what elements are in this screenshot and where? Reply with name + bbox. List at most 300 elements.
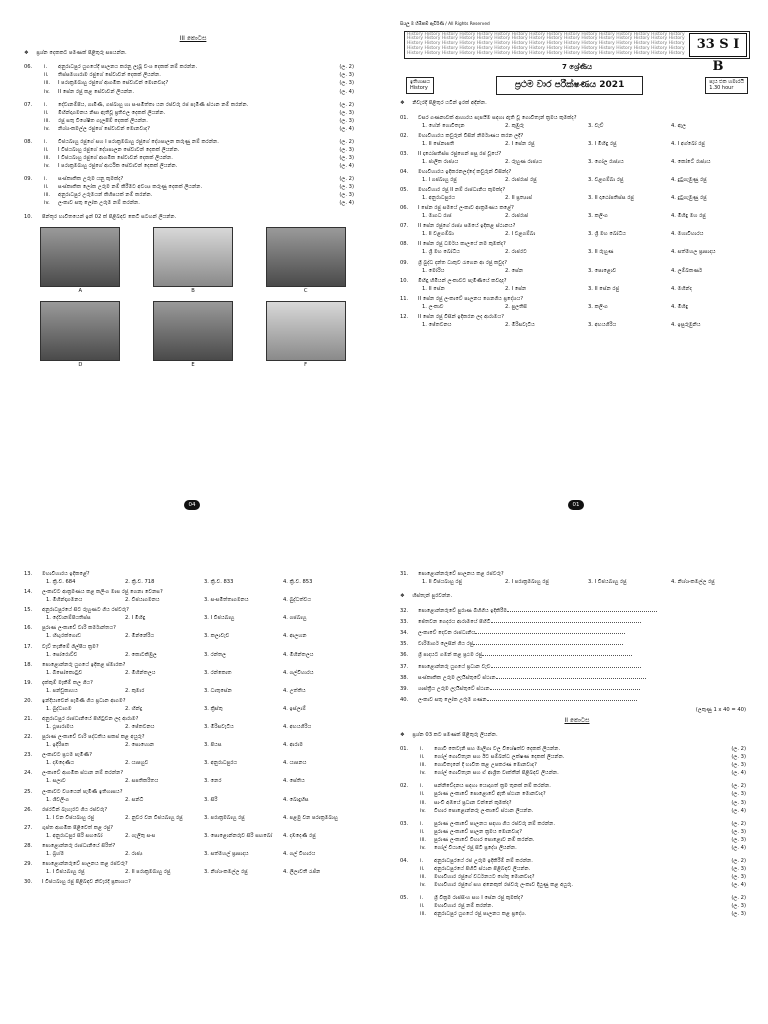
options — [24, 632, 362, 640]
question-number: 25. — [24, 788, 33, 795]
option: 3. II දාඨෝපතිස්ස රජු — [588, 195, 634, 202]
options — [24, 796, 362, 804]
sub-question — [400, 857, 754, 865]
options — [400, 122, 754, 130]
question-number: 04. — [400, 168, 409, 175]
option: 1. ක්‍රි.ව. 684 — [46, 579, 76, 586]
option: 1. බුද්ධාගම — [46, 705, 72, 712]
question-number: 07. — [24, 101, 33, 108]
option: 1. මිහින්දාගමනය — [46, 597, 83, 604]
question-number: 09. — [24, 176, 33, 183]
option: 4. මිහිඳු මහ රජු — [671, 213, 706, 220]
mcq-question — [400, 222, 754, 238]
page-01 — [384, 0, 768, 512]
sub-question — [400, 844, 754, 852]
question-block — [400, 857, 754, 889]
question-block — [400, 782, 754, 814]
fill-question — [400, 639, 754, 648]
options — [400, 158, 754, 166]
sub-question — [400, 745, 754, 753]
roman-numeral: i. — [44, 64, 48, 71]
options — [400, 230, 754, 238]
option: 1. හිඟුරක්ගොඩ — [46, 633, 82, 640]
option: 3. ශ්‍රී මහ බෝධිය — [588, 231, 626, 238]
question-text: දැක්කුම් මැකීම් කල ගිය? — [42, 679, 93, 686]
question-text: II සේන රජු ලංකාවේ පාලනය ගෙනගිය ප්‍රදේශය? — [418, 295, 524, 302]
question-text: II දාඨෝපතිස්ස රජුගෙන් පසු රජ වූයේ? — [418, 150, 502, 157]
sub-question — [24, 117, 362, 125]
marks: (ල. 3) — [731, 791, 746, 798]
question-number: 35. — [400, 641, 409, 648]
question-text: ලංකාවට වශයෙන් පැමිණි ඉතිහාසය? — [42, 788, 123, 795]
sigiriya-rock-image — [266, 227, 346, 287]
question-text: වසර ගණනාවක් ආහාරය සැපයීම සඳහා ඇති වූ ගොවිතැන් ක්‍රමය කුමක්ද? — [418, 114, 577, 121]
image-b: B — [153, 227, 233, 295]
option: 1. I ගජබාහු රජු — [422, 176, 457, 183]
question-text: I විජයබාහු රජු පිළිබඳව නිවැරදි ප්‍රකාශය? — [42, 879, 131, 886]
option: 4. නිශ්ශංකමල්ල රජු — [671, 579, 715, 586]
option: 4. ලම්බකර්ණ — [671, 267, 703, 274]
question-text: ජේතවන ගෙදරය ආරාමයේ පිහිටි — [418, 619, 491, 626]
option: 2. II ප්‍රත්‍යාස් — [505, 195, 533, 202]
mcq-question — [400, 114, 754, 130]
option: 4. ගල්විහාරය — [283, 669, 314, 676]
marks: (ල. 3) — [731, 874, 746, 881]
option: 1. අනුරාධපුරය — [422, 195, 456, 202]
option: 2. කොටකිඹුල — [125, 651, 157, 658]
options — [24, 832, 362, 840]
option: 3. සංඝමිත්තාගමනය — [204, 597, 249, 604]
sub-question-text: පුරාණ ලංකාවේ පොළොවේ ඇති ස්ථාන මොනවාද? — [434, 791, 546, 798]
sub-question — [24, 183, 362, 191]
roman-numeral: iii. — [420, 874, 426, 881]
sub-question-text: සන්නිවේදනය සඳහා යොදාගත් ක්‍රම තුනක් නම් කරන්න. — [434, 783, 551, 790]
option: 2. මිරිසවැටිය — [505, 321, 535, 328]
sub-question-text: පුරාණ ලංකාවේ පාලන ක්‍රමය මොනවාද? — [434, 828, 522, 835]
question-text: II සේන රජුගේ රාජ්‍ය සමයේ ඉදිකළ ස්ථානය? — [418, 223, 516, 230]
question-text: ලංකාවේ දෙවන රාජධානිය — [418, 630, 476, 637]
sub-question-text: ගෝල් ගොවිතැන සහ ඊට සම්බන්ධ ලක්ෂණ දෙකක් ලියන්න. — [434, 754, 565, 761]
question-text: II සේන රජු විසින් ඉදිකරන ලද ආරාමය? — [418, 313, 504, 320]
sub-question — [400, 782, 754, 790]
option: 3. I මිහිඳු රජු — [588, 140, 617, 147]
sub-question — [400, 910, 754, 918]
sub-question-text: සාංචි අඹයේ ප්‍රධාන වන්නේ කුමක්ද? — [434, 799, 512, 806]
option: 4. සේතිය — [283, 778, 305, 785]
sub-question-text: ගෝල් වියාලේ රජු සිටි ප්‍රදේශ ලියන්න. — [434, 844, 517, 851]
roman-numeral: ii. — [44, 72, 49, 79]
question-text: පොළොන්නරු යුගයේ ප්‍රධාන වැව — [418, 663, 491, 670]
fill-question — [400, 684, 754, 693]
image-row-2 — [24, 301, 362, 369]
option: 3. නෙර — [204, 778, 222, 785]
question-text: රජරටින් බැහැරට ගිය රජවරු? — [42, 806, 108, 813]
question-block — [400, 820, 754, 852]
sub-question — [400, 799, 754, 807]
option: 1. II සේනාපති — [422, 140, 455, 147]
option: 1. දඹදෙණිය — [46, 760, 75, 767]
option: 1. I විජයබාහු රජු — [46, 869, 85, 876]
question-number: 02. — [400, 132, 409, 139]
sub-question-text: අනුරාධපුර යුගයේදී පාලනය කරනු ලැබූ වංශ දෙකක් නම් කරන්න. — [58, 64, 198, 71]
option: 1. පන්ඩුකාභය — [46, 687, 78, 694]
mcq-question — [24, 606, 362, 622]
time-box: පැය එක හමාරයි 1.30 hour — [705, 77, 748, 94]
question-number: 11. — [400, 295, 409, 302]
part2-title: II කොටස — [564, 716, 590, 724]
roman-numeral: ii. — [44, 109, 49, 116]
question-number: 18. — [24, 661, 33, 668]
roman-numeral: iv. — [420, 770, 426, 777]
question-text: පුරාණ ලංකාවේ වාරි පද්ධතිය සකස් කළ අයුරු? — [42, 734, 145, 741]
stupa-image — [266, 301, 346, 361]
sub-question — [24, 162, 362, 170]
mcq-question — [400, 313, 754, 329]
mcq-question — [400, 240, 754, 256]
marks: (ල. 2) — [339, 64, 354, 71]
roman-numeral: iv. — [44, 200, 50, 207]
question-number: 32. — [400, 608, 409, 615]
part2-questions — [400, 745, 754, 918]
roman-numeral: ii. — [420, 754, 425, 761]
answer-blank — [473, 639, 623, 645]
exam-title: ප්‍රථම වාර පරීක්ෂණය 2021 — [496, 76, 643, 96]
question-number: 24. — [24, 770, 33, 777]
roman-numeral: i. — [420, 783, 424, 790]
fill-question — [400, 662, 754, 671]
question-block — [24, 138, 362, 170]
option: 2. සන්ධි — [125, 796, 144, 803]
mcq-question — [400, 295, 754, 311]
sub-question-text: මිහින්දාගමනය නිසා ඇතිවූ ප්‍රතිඵල දෙකක් ලියන්න. — [58, 109, 166, 116]
buddha-statue-image — [40, 227, 120, 287]
sub-question-text: විජයබාහු රජුගේ සහ I පරාක්‍රමබාහු රජුගේ දේශපාලන කරුණු නම් කරන්න. — [58, 138, 219, 145]
sub-question-text: ගෝල් ගොවිතැන සහ ඒ ආශ්‍රිත වෘත්තීන් පිළිබඳව ලියන්න. — [434, 770, 559, 777]
options — [24, 596, 362, 604]
sub-question — [400, 761, 754, 769]
part3-instructions: ❖ ප්‍රශ්න දෙකකට පමණක් පිළිතුරු සපයන්න. — [24, 50, 127, 57]
sub-question-text: I පරාක්‍රමබාහු රජුගේ ආර්ථික සේවාවන් දෙකක් ලියන්න. — [58, 163, 178, 170]
page-number: 04 — [184, 500, 200, 510]
fill-in-questions — [400, 606, 754, 704]
sub-question-text: අනුරාධපුර යුගයේ රජු පාලනය කළ ප්‍රදේශ. — [434, 911, 527, 918]
option: 4. බුද්ධත්වය — [283, 597, 312, 604]
page-gap — [0, 512, 768, 562]
mcq-question — [24, 769, 362, 785]
option: 4. කෝටේ රාජ්‍යය — [671, 158, 711, 165]
sub-question — [400, 902, 754, 910]
question-text: ශාස්ත්‍රීය උරුම ලැයිස්තුවේ ස්ථාන — [418, 685, 490, 692]
diamond-icon: ❖ — [400, 593, 405, 600]
option: 3. පොළොන්නරුව සිරි සඟබෝ — [204, 832, 273, 839]
question-number: 15. — [24, 607, 33, 614]
option: 4. උත්තිය — [283, 687, 306, 694]
fill-question — [400, 650, 754, 659]
marks: (ල. 2) — [731, 857, 746, 864]
marks: (ල. 2) — [731, 895, 746, 902]
question-text: මහාවිහාර රජු II නම් රාජධානිය කුමක්ද? — [418, 187, 506, 193]
question-number: 06. — [400, 205, 409, 212]
option: 3. ධාතුසේන — [204, 687, 232, 694]
sub-question-text: ගොවිතැනේ දී භාවිත කළ උපකරණ මොනවාද? — [434, 762, 537, 769]
option: 2. මින්නේරිය — [125, 633, 155, 640]
marks: (ල. 3) — [731, 865, 746, 872]
option: 1. හේන් ගොවිතැන — [422, 122, 465, 129]
sub-question — [400, 828, 754, 836]
answer-blank — [491, 662, 641, 668]
page-02 — [0, 562, 384, 1024]
options — [24, 614, 362, 622]
option: 1. II වළගම්බා — [422, 231, 454, 238]
option: 2. I සේන — [505, 285, 527, 292]
option: 3. කලිංග — [588, 303, 608, 310]
roman-numeral: iii. — [44, 154, 50, 161]
option: 4. බොදුහිස — [283, 796, 309, 803]
option: 2. සේන — [505, 267, 524, 274]
sub-question — [24, 154, 362, 162]
question-text: ඉන්දියාවෙන් පැමිණි ගිය ප්‍රධාන ආගම? — [42, 697, 126, 704]
sub-question-text: නිශ්ශංකමල්ල රජුගේ සේවාවන් මොනවාද? — [58, 125, 150, 132]
option: 4. පළමු වන පරාක්‍රමබාහු — [283, 814, 338, 821]
sub-question — [400, 820, 754, 828]
image-c: C — [266, 227, 346, 295]
sub-question-text: පුරාණ ලංකාවේ පාලනය සඳහා ගිය රජවරු නම් කරන්න. — [434, 820, 555, 827]
question-number: 08. — [400, 241, 409, 248]
exam-title-bar — [406, 76, 748, 96]
marks: (ල. 3) — [339, 117, 354, 124]
question-number: 34. — [400, 630, 409, 637]
sub-question-text: මහාවිහාර රජුගේ වර්ධනයට හේතු මොනවාද? — [434, 874, 535, 881]
sub-question — [24, 175, 362, 183]
option: 4. ආරාම — [283, 742, 303, 749]
answer-blank — [490, 684, 640, 690]
question-number: 08. — [24, 138, 33, 145]
option: 3. ක්‍රිස්තු — [204, 705, 223, 712]
fill-question — [400, 617, 754, 626]
roman-numeral: ii. — [44, 146, 49, 153]
question-text: ලංකාව සතු ලෝක උරුම ගණන — [418, 696, 487, 703]
question-number: 36. — [400, 652, 409, 659]
question-number: 03. — [400, 150, 409, 157]
marks: (ල. 4) — [731, 770, 746, 777]
roman-numeral: i. — [420, 857, 424, 864]
option: 1. මෝරිය — [422, 267, 445, 274]
option: 3. ගෝල රාජ්‍යය — [588, 158, 624, 165]
sub-question — [24, 109, 362, 117]
subject-box: ඉතිහාසය History — [406, 77, 434, 94]
option: 3. I විජයබාහු — [204, 615, 235, 622]
question-number: 02. — [400, 783, 409, 790]
option: 1. අනුරාධපුර සිරි සඟබෝ — [46, 832, 103, 839]
option: 4. ගජබාහු — [283, 615, 307, 622]
option: 3. ක්‍රි.ව. 833 — [204, 579, 234, 586]
option: 4. ක්‍රි.ව. 853 — [283, 579, 313, 586]
option: 1. බ්‍රහ්ම — [46, 850, 65, 857]
options — [24, 723, 362, 731]
roman-numeral: ii. — [44, 184, 49, 191]
option: 3. සිරි — [204, 796, 218, 803]
option: 1. ශ්‍රී මහ බෝධිය — [422, 249, 460, 256]
sub-question-text: සංස්කෘතික ලෝක උරුම නම් කිරීමට අවශ්‍ය කරුණු දෙකක් ලියන්න. — [58, 184, 203, 191]
option: 3. පොළොව — [588, 267, 617, 274]
option: 3. මිරිසවැටිය — [204, 724, 234, 731]
option: 1. ථූපාරාමය — [46, 724, 74, 731]
option: 2. යාපහුව — [125, 760, 149, 767]
options — [24, 868, 362, 876]
marks: (ල. 2) — [731, 746, 746, 753]
options — [400, 285, 754, 293]
fill-question — [400, 695, 754, 704]
sub-question-text: අනුරාධපුරයේ පිහිටි ස්ථාන පිළිබඳව ලියන්න. — [434, 865, 531, 872]
roman-numeral: ii. — [420, 828, 425, 835]
answer-blank — [496, 673, 646, 679]
option: 2. රුහුණ රාජ්‍යය — [505, 158, 543, 165]
option: 1. II සේන — [422, 285, 445, 292]
option: 2. සපතිකරිතය — [125, 778, 159, 785]
sub-question — [400, 873, 754, 881]
sub-question-text: ලංකාව සතු ලෝක උරුම නම් කරන්න. — [58, 200, 140, 207]
image-a: A — [40, 227, 120, 295]
answer-blank — [491, 617, 641, 623]
question-number: 04. — [400, 857, 409, 864]
diamond-icon: ❖ — [400, 732, 405, 739]
option: 2. විජයාගමනය — [125, 597, 160, 604]
option: 3. වළගම්බා රජු — [588, 176, 624, 183]
marks: (ල. 2) — [339, 138, 354, 145]
option: 2. ජේතවනය — [125, 724, 155, 731]
sub-question — [400, 865, 754, 873]
question-number: 21. — [24, 716, 33, 722]
sub-question-text: I විජයබාහු රජුගේ ආගමික සේවාවන් දෙකක් ලියන්න. — [58, 154, 173, 161]
options — [24, 741, 362, 749]
question-number: 38. — [400, 674, 409, 681]
part2-instructions: ❖ ප්‍රශ්න 03 කට පමණක් පිළිතුරු ලියන්න. — [400, 732, 498, 739]
marks: (ල. 3) — [339, 154, 354, 161]
question-number: 13. — [24, 571, 33, 577]
sub-question — [24, 146, 362, 154]
roman-numeral: i. — [44, 176, 48, 183]
option: 2. හින්දු — [125, 705, 143, 712]
option: 2. මිහින්තලය — [125, 669, 156, 676]
mcq-question — [24, 661, 362, 677]
question-number: 37. — [400, 663, 409, 670]
question-number: 19. — [24, 679, 33, 686]
part3-title: III කොටස — [179, 35, 207, 42]
page-03 — [384, 562, 768, 1024]
question-number: 01. — [400, 746, 409, 753]
sub-question — [400, 836, 754, 844]
marks: (ල. 3) — [339, 146, 354, 153]
sub-question-text: ගොවි තෙවැනි සහ මාලිගා වල විශේෂත්ව දෙකක් ලියන්න. — [434, 746, 561, 753]
options — [24, 651, 362, 659]
roman-numeral: i. — [44, 138, 48, 145]
options — [400, 267, 754, 275]
roman-numeral: iv. — [420, 807, 426, 814]
question-number: 39. — [400, 685, 409, 692]
question-number: 05. — [400, 187, 409, 193]
fill-question — [400, 628, 754, 637]
mcq-question — [24, 643, 362, 659]
taj-mahal-image — [153, 227, 233, 287]
mcq-question — [24, 679, 362, 695]
sub-question — [24, 125, 362, 133]
fill-question — [400, 673, 754, 682]
option: 3. වැව් — [588, 122, 604, 129]
question-text: මහාවිහාරය ඉදිකරනලද්දේ කවුරුන් විසින්ද? — [418, 168, 512, 175]
option: 4. ඉස්ලාම් — [283, 705, 306, 712]
question-number: 14. — [24, 589, 33, 596]
sub-question — [400, 790, 754, 798]
option: 2. I වළගම්බා — [505, 231, 536, 238]
fill-instructions: ❖ හිස්තැන් පුරවන්න. — [400, 593, 453, 600]
question-number: 33. — [400, 619, 409, 626]
mcq-question — [24, 842, 362, 858]
question-number: 17. — [24, 643, 33, 650]
marks: (ල. 4) — [339, 88, 354, 95]
options — [24, 578, 362, 586]
option: 1. ඉදිරිපත — [46, 742, 70, 749]
option: 4. සත්මහල ප්‍රාසාදය — [671, 249, 716, 256]
option: 3. අනුරාධපුරය — [204, 760, 238, 767]
marks: (ල. 4) — [731, 807, 746, 814]
roman-numeral: iii. — [420, 799, 426, 806]
question-text: පොළොන්නරුවේ පුරාණ බිහිගිය ඉදිකිරීම — [418, 608, 507, 615]
question-number: 40. — [400, 696, 409, 703]
option: 3. නිශ්ශංකමල්ල රජු — [204, 869, 248, 876]
sub-question-text: අනුරාධපුර උරුමයන් කිහිපයක් නම් කරන්න. — [58, 192, 153, 199]
sub-question-text: I විජයබාහු රජුගේ දේශපාලන සේවාවන් දෙකක් ලියන්න. — [58, 146, 180, 153]
option: 4. දුටුගැමුණු රජු — [671, 195, 707, 202]
options — [400, 248, 754, 256]
option: 4. අභයගිරිය — [283, 724, 312, 731]
option: 1. II විජයබාහු රජු — [422, 579, 463, 586]
option: 2. රාජරාජ රජු — [505, 176, 537, 183]
option: 3. පියස — [204, 742, 222, 749]
question-number: 20. — [24, 697, 33, 704]
question-text: පොළොන්නරු යුගයේ ඉදිකළ ස්මාරක? — [42, 661, 126, 668]
mcq-question — [24, 824, 362, 840]
question-number: 12. — [400, 313, 409, 320]
question-number: 23. — [24, 752, 33, 759]
question-number: 30. — [24, 879, 33, 886]
question-text: මහාවිහාරය කවුරුන් විසින් නිර්මාණය කරන ලදී? — [418, 132, 524, 139]
option: 4. මිහිඳු — [671, 303, 689, 310]
options — [24, 759, 362, 767]
question-text: අනුරාධපුරයේ සිට රුහුණට ගිය රජවරු? — [42, 607, 129, 614]
question-number: 22. — [24, 734, 33, 741]
answer-blank — [487, 695, 637, 701]
option: 4. I අග්බෝ රජු — [671, 140, 705, 147]
marks: (ල. 3) — [339, 192, 354, 199]
question-number: 06. — [24, 64, 33, 71]
option: 2. කුඹුරු — [505, 122, 524, 129]
option: 4. දඹදෙණි රජු — [283, 832, 316, 839]
question-text: වැව් තැනීමේ ශිල්පීය ක්‍රම? — [42, 643, 99, 650]
diamond-icon: ❖ — [24, 50, 29, 57]
roman-numeral: iii. — [44, 117, 50, 124]
question-number: 09. — [400, 259, 409, 266]
question-number: 01. — [400, 114, 409, 121]
roman-numeral: iv. — [44, 88, 50, 95]
roman-numeral: iii. — [44, 80, 50, 87]
question-number: 07. — [400, 223, 409, 230]
question-text: මහාවිහාරය ඉදිකළේ? — [42, 571, 90, 577]
marks-total: (ලකුණු 1 x 40 = 40) — [695, 706, 746, 713]
options — [400, 303, 754, 311]
sub-question — [400, 753, 754, 761]
mcq-question — [400, 150, 754, 166]
option: 4. මහින්ද — [671, 285, 692, 292]
